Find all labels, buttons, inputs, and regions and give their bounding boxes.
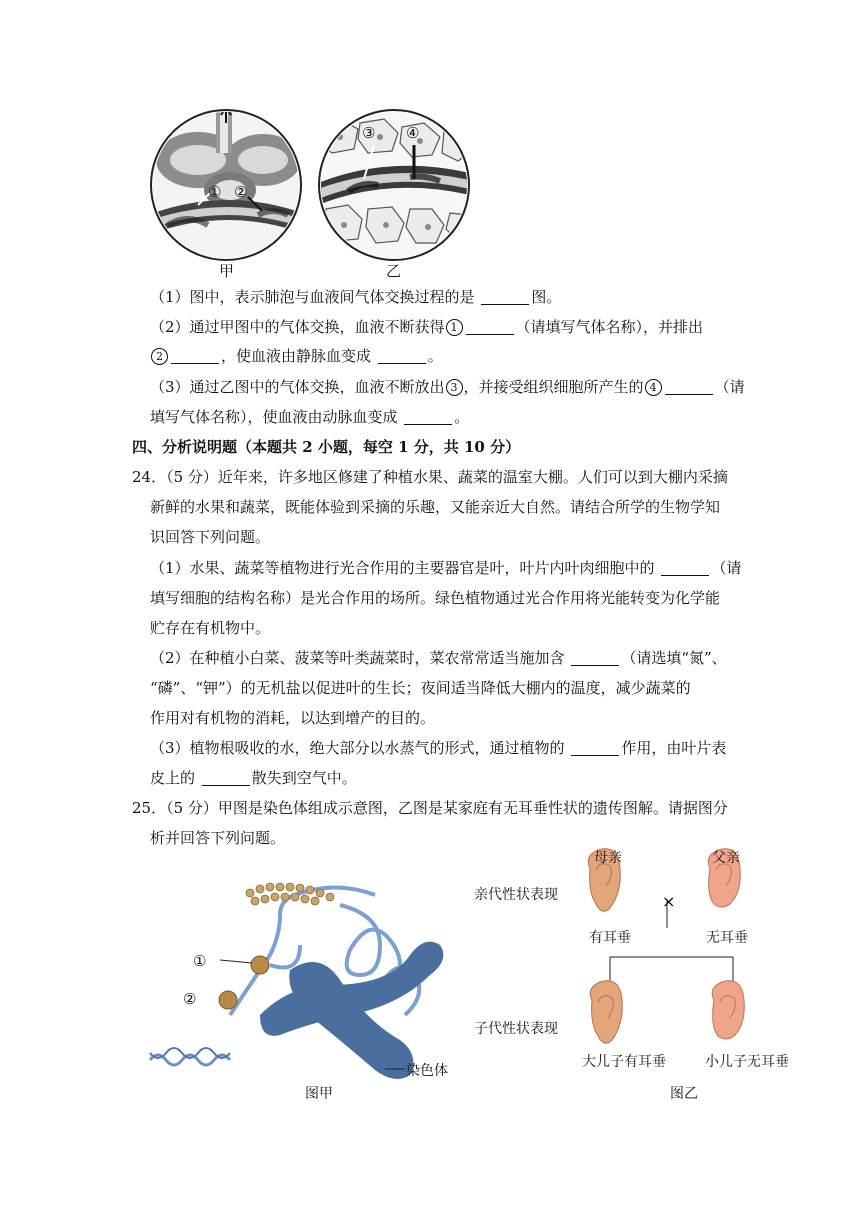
chromosome-label-1: ① — [193, 952, 207, 970]
q25-line1: 25．（5 分）甲图是染色体组成示意图，乙图是某家庭有无耳垂性状的遗传图解。请据图分 — [132, 799, 728, 817]
answer-blank[interactable] — [481, 290, 529, 305]
mother-trait: 有耳垂 — [589, 930, 631, 946]
q23-part3-cont: 填写气体名称），使血液由动脉血变成 。 — [150, 408, 470, 426]
q24-line2: 新鲜的水果和蔬菜，既能体验到采摘的乐趣，又能亲近大自然。请结合所学的生物学知 — [150, 498, 721, 516]
answer-blank[interactable] — [661, 561, 709, 576]
cross-symbol: × — [662, 892, 676, 911]
q23-part1: （1）图中，表示肺泡与血液间气体交换过程的是 图。 — [150, 288, 562, 306]
son1-label: 大儿子有耳垂 — [582, 1054, 666, 1070]
marker-3: 3 — [446, 379, 463, 396]
q24-part2: （2）在种植小白菜、菠菜等叶类蔬菜时，菜农常常适当施加含 （请选填“氮”、 — [150, 649, 727, 667]
q25-line2: 析并回答下列问题。 — [150, 829, 286, 847]
marker-2: ② — [234, 183, 248, 201]
father-label: 父亲 — [712, 850, 740, 866]
parent-row-label: 亲代性状表现 — [474, 887, 558, 903]
marker-4: ④ — [406, 124, 420, 142]
gas-exchange-figure — [148, 105, 478, 275]
q24-part1-cont2: 贮存在有机物中。 — [150, 619, 271, 637]
q24-part2-cont2: 作用对有机物的消耗，以达到增产的目的。 — [150, 709, 436, 727]
answer-blank[interactable] — [665, 380, 713, 395]
caption-yi: 乙 — [386, 262, 402, 280]
alveolus-circle — [148, 105, 308, 265]
father-trait: 无耳垂 — [706, 930, 748, 946]
marker-3: ③ — [362, 124, 376, 142]
chromosome-label: 染色体 — [406, 1063, 448, 1079]
answer-blank[interactable] — [378, 349, 426, 364]
q23-part3: （3）通过乙图中的气体交换，血液不断放出 3 ，并接受组织细胞所产生的 4 （请 — [150, 378, 745, 396]
q24-part3-cont: 皮上的 散失到空气中。 — [150, 769, 357, 787]
marker-4: 4 — [645, 379, 662, 396]
marker-1: ① — [208, 183, 222, 201]
marker-2: 2 — [151, 348, 168, 365]
figure-yi-caption: 图乙 — [670, 1086, 698, 1102]
son2-label: 小儿子无耳垂 — [705, 1054, 789, 1070]
section-title: 四、分析说明题（本题共 2 小题，每空 1 分，共 10 分） — [132, 438, 521, 456]
q23-part2-cont: 2 ，使血液由静脉血变成 。 — [150, 346, 443, 366]
q24-part3: （3）植物根吸收的水，绝大部分以水蒸气的形式，通过植物的 作用，由叶片表 — [150, 739, 727, 757]
q24-part1-cont: 填写细胞的结构名称）是光合作用的场所。绿色植物通过光合作用将光能转变为化学能 — [150, 589, 721, 607]
mother-label: 母亲 — [594, 850, 622, 866]
figure-jia-caption: 图甲 — [305, 1086, 333, 1102]
answer-blank[interactable] — [171, 349, 219, 364]
chromosome-label-2: ② — [183, 990, 197, 1008]
q24-line1: 24．（5 分）近年来，许多地区修建了种植水果、蔬菜的温室大棚。人们可以到大棚内采摘 — [132, 468, 728, 486]
tissue-circle — [318, 105, 478, 265]
q23-part2: （2）通过甲图中的气体交换，血液不断获得 1 （请填写气体名称），并排出 — [150, 318, 704, 336]
q24-part2-cont: “磷”、“钾”）的无机盐以促进叶的生长；夜间适当降低大棚内的温度，减少蔬菜的 — [150, 679, 691, 697]
ear-icon — [712, 981, 744, 1039]
answer-blank[interactable] — [404, 410, 452, 425]
child-row-label: 子代性状表现 — [474, 1021, 558, 1037]
ear-icon — [590, 981, 622, 1043]
q24-part1: （1）水果、蔬菜等植物进行光合作用的主要器官是叶，叶片内叶肉细胞中的 （请 — [150, 559, 742, 577]
caption-jia: 甲 — [219, 262, 235, 280]
answer-blank[interactable] — [571, 651, 619, 666]
answer-blank[interactable] — [466, 320, 514, 335]
marker-1: 1 — [446, 319, 463, 336]
answer-blank[interactable] — [202, 771, 250, 786]
q24-line3: 识回答下列问题。 — [150, 528, 271, 546]
answer-blank[interactable] — [571, 741, 619, 756]
